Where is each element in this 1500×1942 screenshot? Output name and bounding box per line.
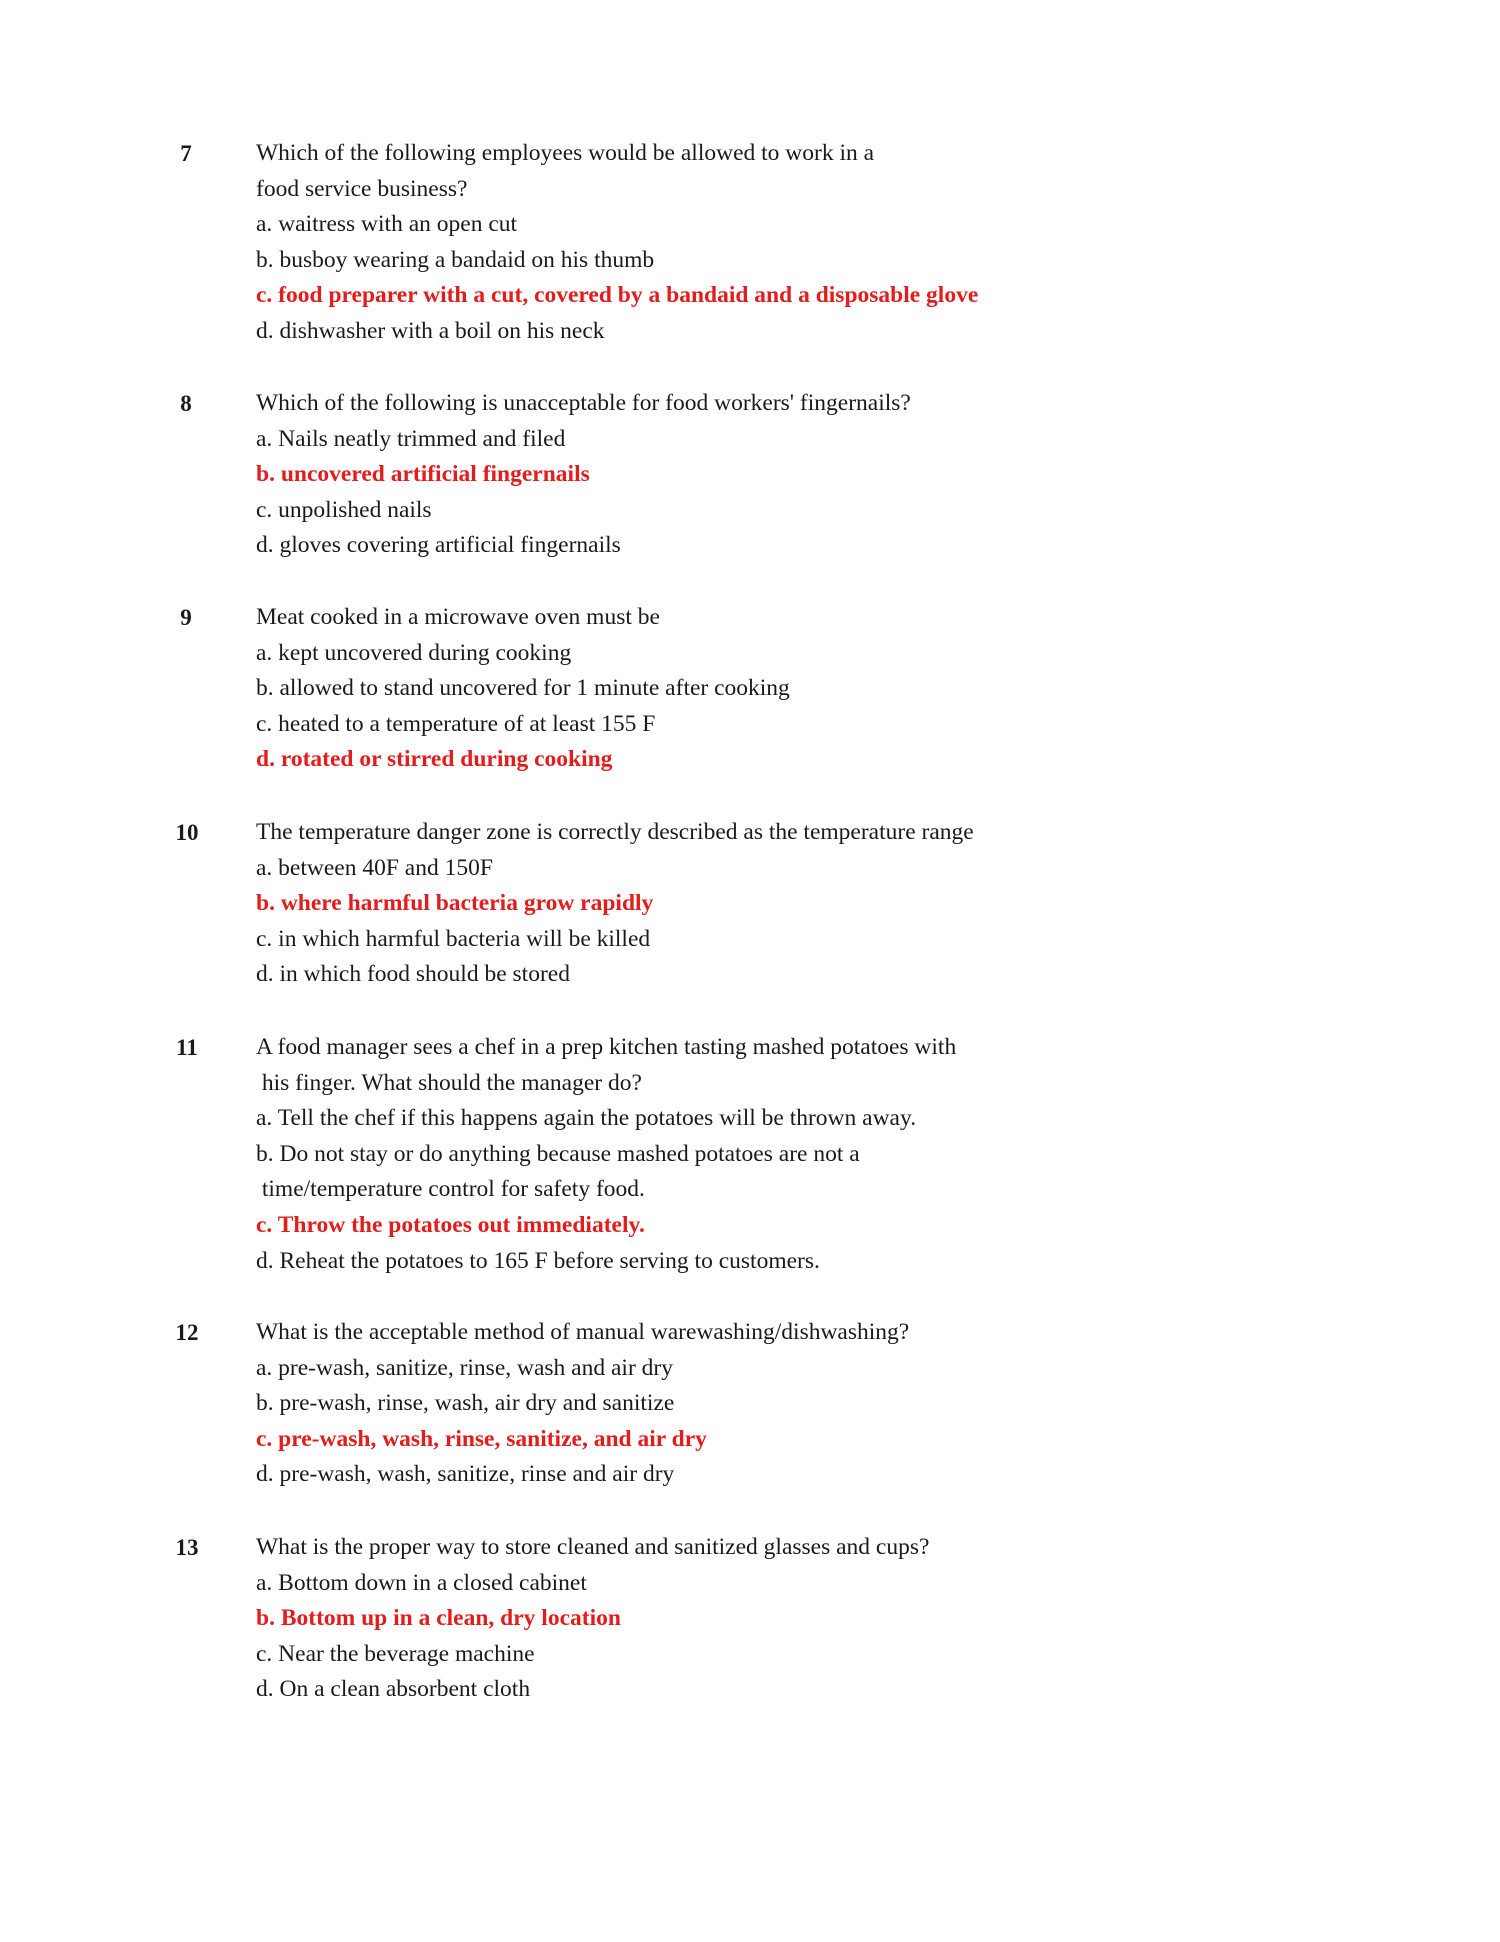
question-number: 7 xyxy=(180,141,192,166)
correct-answer-option: c. Throw the potatoes out immediately. xyxy=(256,1211,645,1238)
question-number: 8 xyxy=(180,391,192,416)
answer-option: d. dishwasher with a boil on his neck xyxy=(256,317,605,344)
answer-option: d. in which food should be stored xyxy=(256,961,570,988)
question-body xyxy=(256,1315,1356,1493)
answer-option: a. pre-wash, sanitize, rinse, wash and air dry xyxy=(256,1354,673,1381)
answer-option: c. Near the beverage machine xyxy=(256,1640,535,1667)
question-number: 10 xyxy=(175,820,199,845)
answer-option: a. Tell the chef if this happens again the potatoes will be thrown away. xyxy=(256,1105,917,1132)
question-stem: Which of the following employees would be allowed to work in a xyxy=(256,140,875,166)
question-body xyxy=(256,600,1356,778)
question-stem: A food manager sees a chef in a prep kitchen tasting mashed potatoes with xyxy=(256,1034,957,1060)
question-number: 9 xyxy=(180,605,192,630)
question-stem: his finger. What should the manager do? xyxy=(256,1069,642,1096)
correct-answer-option: b. uncovered artificial fingernails xyxy=(256,461,590,488)
question-number: 11 xyxy=(176,1035,198,1060)
answer-option: time/temperature control for safety food. xyxy=(256,1176,645,1203)
answer-option: b. Do not stay or do anything because mashed potatoes are not a xyxy=(256,1140,860,1167)
question-body xyxy=(256,815,1356,993)
question-stem: Which of the following is unacceptable for food workers' fingernails? xyxy=(256,390,911,416)
question-body xyxy=(256,136,1356,350)
answer-option: b. pre-wash, rinse, wash, air dry and sanitize xyxy=(256,1390,675,1417)
answer-option: b. busboy wearing a bandaid on his thumb xyxy=(256,246,655,273)
answer-option: d. Reheat the potatoes to 165 F before serving to customers. xyxy=(256,1247,820,1274)
question-body xyxy=(256,1030,1356,1279)
answer-option: d. pre-wash, wash, sanitize, rinse and air dry xyxy=(256,1461,675,1488)
correct-answer-option: d. rotated or stirred during cooking xyxy=(256,746,613,773)
answer-option: a. Bottom down in a closed cabinet xyxy=(256,1569,587,1596)
answer-option: c. in which harmful bacteria will be killed xyxy=(256,925,651,952)
question-number: 12 xyxy=(175,1320,199,1345)
answer-option: c. heated to a temperature of at least 155 F xyxy=(256,710,656,737)
correct-answer-option: c. food preparer with a cut, covered by a bandaid and a disposable glove xyxy=(256,282,979,309)
question-number: 13 xyxy=(175,1535,199,1560)
correct-answer-option: b. where harmful bacteria grow rapidly xyxy=(256,890,654,917)
answer-option: d. On a clean absorbent cloth xyxy=(256,1676,531,1703)
question-body xyxy=(256,1530,1356,1708)
question-stem: Meat cooked in a microwave oven must be xyxy=(256,604,660,630)
question-stem: The temperature danger zone is correctly described as the temperature range xyxy=(256,819,974,845)
answer-option: a. waitress with an open cut xyxy=(256,211,518,238)
answer-option: d. gloves covering artificial fingernails xyxy=(256,532,621,559)
answer-option: a. kept uncovered during cooking xyxy=(256,639,572,666)
correct-answer-option: b. Bottom up in a clean, dry location xyxy=(256,1605,621,1632)
answer-option: b. allowed to stand uncovered for 1 minute after cooking xyxy=(256,675,790,702)
question-stem: food service business? xyxy=(256,175,468,202)
correct-answer-option: c. pre-wash, wash, rinse, sanitize, and air dry xyxy=(256,1425,707,1452)
question-stem: What is the proper way to store cleaned and sanitized glasses and cups? xyxy=(256,1534,930,1560)
question-stem: What is the acceptable method of manual warewashing/dishwashing? xyxy=(256,1319,910,1345)
answer-option: c. unpolished nails xyxy=(256,496,432,523)
question-body xyxy=(256,386,1356,564)
answer-option: a. Nails neatly trimmed and filed xyxy=(256,425,566,452)
answer-option: a. between 40F and 150F xyxy=(256,854,493,881)
